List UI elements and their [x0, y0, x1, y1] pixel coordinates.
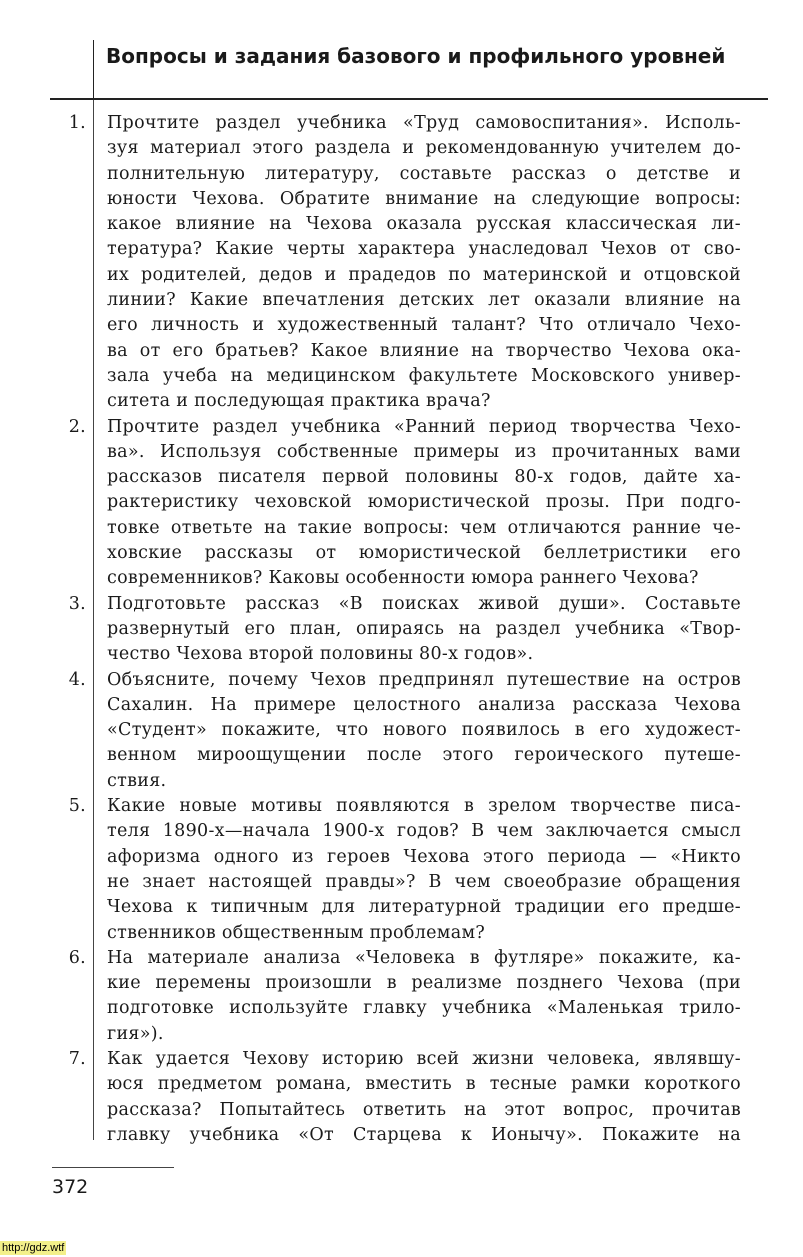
task-number: 3.	[68, 593, 86, 614]
task-text-line: главку учебника «От Старцева к Ионычу». Покажите на	[107, 1124, 741, 1145]
task-text-line: Подготовьте рассказ «В поисках живой души». Составьте	[107, 593, 741, 614]
task-text-line: Чехова к типичным для литературной традиции его предше-	[107, 897, 741, 918]
task-text	[107, 415, 741, 592]
footer-rule	[52, 1167, 174, 1168]
task-item	[0, 794, 803, 946]
header-rule	[50, 98, 768, 100]
task-text-line: гия»).	[107, 1023, 164, 1044]
task-text-line: ственников общественным проблемам?	[107, 922, 486, 943]
task-number: 7.	[68, 1048, 86, 1069]
task-text-line: его личность и художественный талант? Что отличало Чехо-	[107, 315, 741, 336]
task-text-line: товке ответьте на такие вопросы: чем отличаются ранние че-	[107, 517, 741, 538]
task-text-line: кие перемены произошли в реализме позднего Чехова (при	[107, 973, 741, 994]
task-item	[0, 668, 803, 794]
task-text	[107, 111, 741, 415]
task-text-line: юности Чехова. Обратите внимание на следующие вопросы:	[107, 188, 741, 209]
header-left-divider	[93, 40, 94, 98]
task-item	[0, 1047, 803, 1148]
task-text-line: Сахалин. На примере целостного анализа рассказа Чехова	[107, 694, 741, 715]
task-text-line: ствия.	[107, 770, 167, 791]
task-text-line: Как удается Чехову историю всей жизни человека, являвшу-	[107, 1048, 741, 1069]
task-text-line: их родителей, дедов и прадедов по материнской и отцовской	[107, 264, 741, 285]
task-text-line: На материале анализа «Человека в футляре» покажите, ка-	[107, 947, 741, 968]
task-text-line: чество Чехова второй половины 80-х годов».	[107, 644, 534, 665]
task-item	[0, 415, 803, 592]
task-text-line: ховские рассказы от юмористической беллетристики его	[107, 543, 741, 564]
task-text-line: развернутый его план, опираясь на раздел учебника «Твор-	[107, 618, 741, 639]
section-title: Вопросы и задания базового и профильного уровней	[106, 44, 726, 68]
task-number: 6.	[68, 947, 86, 968]
task-text-line: какое влияние на Чехова оказала русская классическая ли-	[107, 214, 741, 235]
task-text-line: современников? Каковы особенности юмора раннего Чехова?	[107, 568, 699, 589]
task-text-line: ва». Используя собственные примеры из прочитанных вами	[107, 441, 741, 462]
task-text-line: полнительную литературу, составьте рассказ о детстве и	[107, 163, 741, 184]
task-text-line: рактеристику чеховской юмористической прозы. При подго-	[107, 492, 741, 513]
task-number: 4.	[68, 669, 86, 690]
task-number: 5.	[68, 796, 86, 817]
task-item	[0, 592, 803, 668]
task-text-line: подготовке используйте главку учебника «Маленькая трило-	[107, 998, 741, 1019]
task-item	[0, 946, 803, 1047]
task-text-line: Какие новые мотивы появляются в зрелом творчестве писа-	[107, 796, 741, 817]
task-text	[107, 668, 741, 794]
task-text-line: зала учеба на медицинском факультете Московского универ-	[107, 365, 741, 386]
task-text-line: ва от его братьев? Какое влияние на творчество Чехова ока-	[107, 340, 741, 361]
task-text-line: ситета и последующая практика врача?	[107, 391, 491, 412]
task-number: 1.	[68, 113, 86, 133]
task-text	[107, 592, 741, 668]
page-number: 372	[52, 1176, 89, 1198]
task-text-line: тература? Какие черты характера унаследовал Чехов от сво-	[107, 239, 741, 260]
task-text-line: «Студент» покажите, что нового появилось в его художест-	[107, 720, 741, 741]
task-text-line: венном мироощущении после этого героического путеше-	[107, 745, 741, 766]
task-list	[0, 111, 803, 1148]
task-number: 2.	[68, 416, 86, 437]
task-text-line: юся предметом романа, вместить в тесные рамки короткого	[107, 1074, 741, 1095]
task-text-line: не знает настоящей правды»? В чем своеобразие обращения	[107, 871, 741, 892]
task-item	[0, 111, 803, 415]
task-text-line: Прочтите раздел учебника «Труд самовоспитания». Исполь-	[107, 113, 741, 133]
watermark-link[interactable]: http://gdz.wtf	[2, 1242, 65, 1254]
task-text-line: рассказов писателя первой половины 80-х годов, дайте ха-	[107, 467, 741, 488]
task-text	[107, 794, 741, 946]
task-text	[107, 946, 741, 1047]
task-text-line: зуя материал этого раздела и рекомендованную учителем до-	[107, 138, 741, 159]
task-text-line: Объясните, почему Чехов предпринял путешествие на остров	[107, 669, 741, 690]
task-text-line: афоризма одного из героев Чехова этого периода — «Никто	[107, 846, 741, 867]
task-text-line: теля 1890-х—начала 1900-х годов? В чем заключается смысл	[107, 821, 741, 842]
task-text	[107, 1047, 741, 1148]
task-text-line: линии? Какие впечатления детских лет оказали влияние на	[107, 290, 741, 311]
task-text-line: рассказа? Попытайтесь ответить на этот вопрос, прочитав	[107, 1099, 741, 1120]
task-text-line: Прочтите раздел учебника «Ранний период творчества Чехо-	[107, 416, 741, 437]
